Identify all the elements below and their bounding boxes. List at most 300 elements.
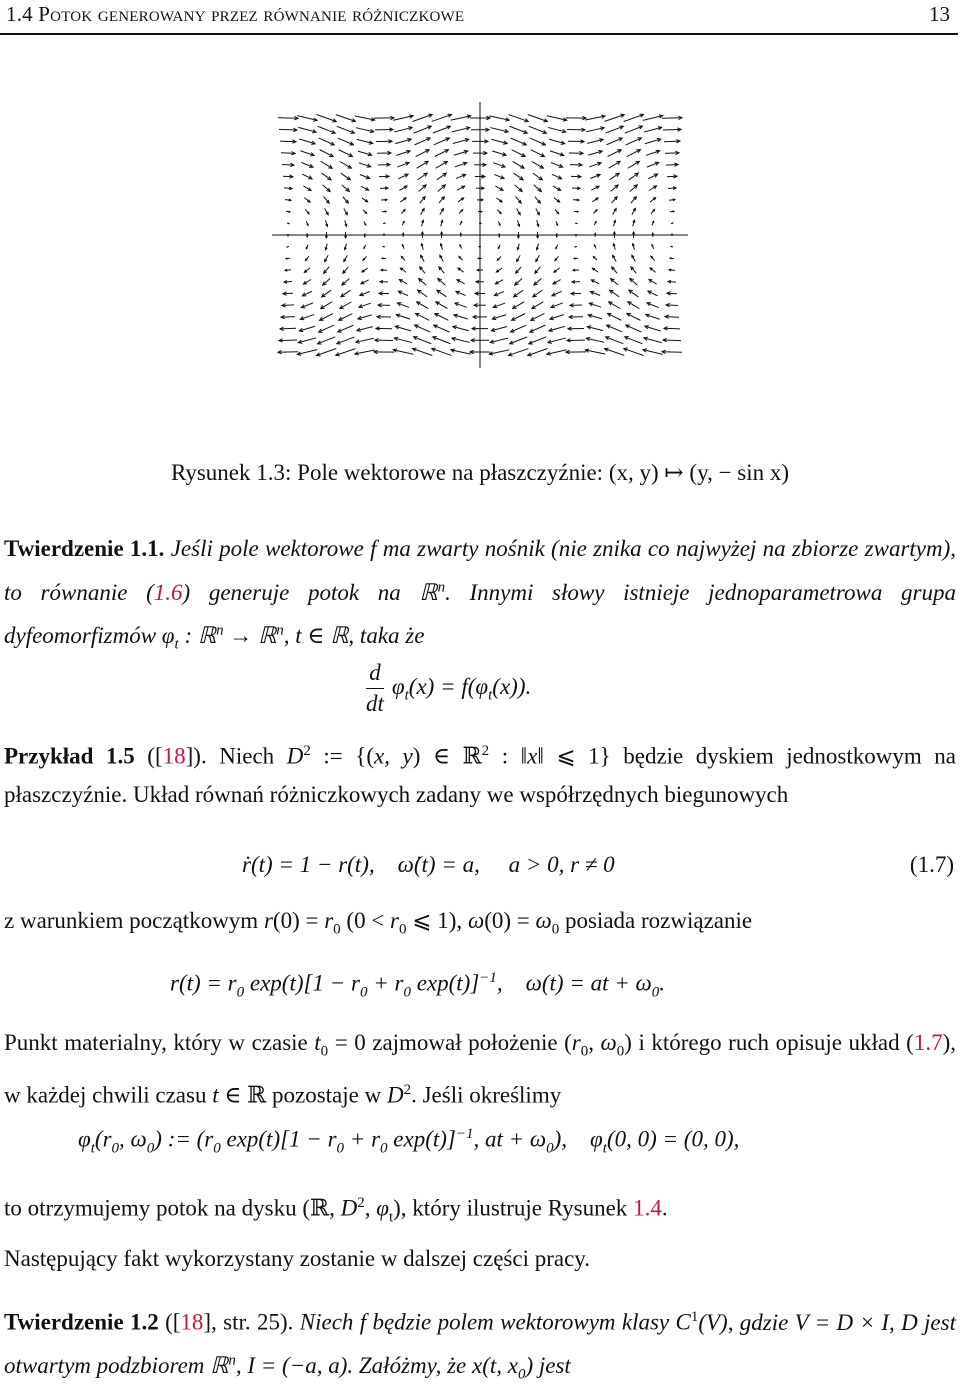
field-arrow	[492, 315, 506, 320]
field-arrow	[360, 292, 370, 296]
field-arrow	[418, 290, 428, 297]
field-arrow	[414, 126, 432, 133]
field-arrow	[515, 185, 523, 192]
field-arrow	[286, 258, 290, 259]
field-arrow	[299, 139, 315, 144]
field-arrow	[549, 139, 565, 144]
field-arrow	[323, 278, 330, 285]
field-arrow	[339, 314, 353, 321]
field-arrow	[499, 233, 500, 237]
example-label: Przykład 1.5	[4, 744, 135, 769]
field-arrow	[626, 325, 642, 332]
field-arrow	[516, 197, 522, 203]
field-arrow	[663, 128, 681, 131]
field-arrow	[572, 187, 580, 190]
field-arrow	[605, 348, 625, 355]
field-arrow	[298, 127, 316, 132]
field-arrow	[321, 161, 333, 168]
field-arrow	[652, 245, 654, 249]
field-arrow	[644, 337, 662, 342]
field-arrow	[643, 115, 663, 121]
field-arrow	[574, 258, 578, 259]
field-arrow	[434, 138, 450, 145]
field-arrow	[362, 268, 368, 272]
field-arrow	[278, 350, 298, 353]
field-arrow	[652, 221, 654, 225]
field-arrow	[403, 233, 404, 237]
field-arrow	[279, 339, 297, 342]
field-arrow	[359, 163, 371, 167]
field-arrow	[460, 221, 462, 225]
field-arrow	[279, 128, 297, 131]
field-arrow	[358, 315, 372, 320]
field-arrow	[451, 115, 471, 120]
field-arrow	[643, 349, 663, 355]
field-arrow	[322, 290, 332, 297]
field-arrow	[645, 326, 661, 331]
field-arrow	[304, 198, 310, 203]
field-arrow	[419, 278, 427, 285]
field-arrow	[630, 185, 637, 192]
field-arrow	[672, 234, 673, 236]
theorem-2-label: Twierdzenie 1.2	[4, 1310, 159, 1335]
field-arrow	[567, 128, 585, 131]
field-arrow	[664, 139, 680, 142]
field-arrow	[570, 163, 582, 166]
section-title: 1.4 Potok generowany przez równanie różniczkowe	[6, 2, 464, 27]
field-arrow	[317, 348, 337, 355]
field-arrow	[287, 246, 289, 247]
field-arrow	[320, 150, 334, 157]
field-arrow	[496, 198, 502, 202]
field-arrow	[517, 255, 521, 261]
field-arrow	[453, 326, 469, 331]
field-arrow	[320, 313, 334, 320]
field-arrow	[510, 337, 528, 344]
field-arrow	[380, 187, 388, 190]
field-arrow	[652, 233, 653, 237]
field-arrow	[548, 338, 566, 343]
field-arrow	[306, 233, 307, 237]
field-arrow	[491, 326, 507, 331]
field-arrow	[300, 315, 314, 320]
field-arrow	[356, 338, 374, 343]
field-arrow	[611, 185, 619, 191]
ref-cite-18[interactable]: 18	[163, 744, 186, 769]
field-arrow	[614, 220, 616, 226]
field-arrow	[459, 256, 463, 260]
field-arrow	[280, 140, 296, 143]
field-arrow	[433, 337, 451, 344]
field-arrow	[589, 303, 601, 307]
field-arrow	[554, 198, 560, 202]
field-arrow	[532, 302, 544, 309]
field-arrow	[529, 337, 547, 344]
field-arrow	[281, 315, 295, 318]
field-arrow	[547, 350, 567, 355]
field-arrow	[531, 313, 545, 320]
field-arrow	[668, 187, 676, 190]
field-arrow	[395, 326, 411, 331]
field-arrow	[440, 208, 444, 214]
equation-flow-definition: $\varphi_t(r_0$, $\omega_0$) := ($r_0$ $\exp(t)[1 - r_0 + r_0$ exp(t)]$^{-1}$, at + $\omega_0$), $\varphi_t(0$, 0) = (0, 0),	[78, 1126, 739, 1157]
field-arrow	[364, 222, 366, 226]
field-arrow	[394, 127, 412, 132]
field-arrow	[380, 280, 388, 283]
field-arrow	[439, 197, 445, 203]
field-arrow	[282, 304, 294, 307]
field-arrow	[457, 186, 465, 190]
field-arrow	[415, 138, 431, 145]
field-arrow	[566, 116, 586, 119]
field-arrow	[624, 348, 644, 355]
field-arrow	[553, 186, 561, 190]
field-arrow	[593, 257, 597, 261]
field-arrow	[305, 209, 309, 213]
field-arrow	[397, 303, 409, 308]
field-arrow	[650, 268, 656, 273]
material-point-paragraph: Punkt materialny, który w czasie $t_0 = 0$ zajmował położenie ($r_0$, $\omega_0$) i którego ruch opisuje układ (1.7), w każdej chwili czasu t ∈ ℝ pozostaje w $D^2$. Jeśli określimy	[4, 1024, 956, 1114]
field-arrow	[670, 211, 674, 212]
field-arrow	[513, 302, 525, 309]
field-arrow	[281, 152, 295, 155]
field-arrow	[650, 198, 656, 203]
field-arrow	[413, 348, 433, 355]
field-arrow	[575, 246, 577, 247]
field-arrow	[490, 338, 508, 343]
field-arrow	[628, 161, 640, 168]
field-arrow	[667, 175, 677, 178]
field-arrow	[339, 150, 353, 157]
vector-field-plot	[270, 100, 690, 370]
field-arrow	[478, 211, 482, 212]
field-arrow	[629, 173, 639, 180]
field-arrow	[301, 162, 313, 167]
field-arrow	[671, 246, 673, 247]
field-arrow	[359, 303, 371, 307]
field-arrow	[556, 245, 558, 249]
field-arrow	[456, 291, 466, 295]
field-arrow	[608, 150, 622, 157]
theorem-1-2: Twierdzenie 1.2 ([18], str. 25). Niech f będzie polem wektorowym klasy $C^1(V)$, gdzie V = D × I, D jest otwartym podzbiorem ℝ$^n$, I = (−a, a). Załóżmy, że x(t, $x_0$) jest	[4, 1298, 956, 1394]
field-arrow	[495, 186, 503, 190]
field-arrow	[304, 268, 310, 273]
field-arrow	[552, 291, 562, 296]
field-arrow	[566, 350, 586, 353]
field-arrow	[534, 185, 542, 192]
field-arrow	[421, 255, 425, 261]
field-arrow	[631, 267, 636, 274]
field-arrow	[297, 350, 317, 356]
field-arrow	[644, 127, 662, 132]
field-arrow	[497, 256, 501, 260]
field-arrow	[402, 245, 404, 249]
field-arrow	[383, 246, 385, 247]
field-arrow	[533, 173, 543, 180]
field-arrow	[666, 163, 678, 166]
field-arrow	[666, 303, 678, 306]
field-arrow	[364, 245, 366, 249]
field-arrow	[455, 162, 467, 167]
field-arrow	[456, 174, 466, 178]
field-arrow	[633, 220, 635, 226]
field-arrow	[382, 211, 386, 212]
field-arrow	[576, 234, 577, 236]
field-arrow	[326, 220, 328, 226]
field-arrow	[535, 267, 540, 273]
field-arrow	[419, 185, 427, 192]
field-arrow	[374, 350, 394, 353]
field-arrow	[460, 233, 461, 237]
field-arrow	[496, 268, 502, 272]
field-arrow	[512, 314, 526, 321]
field-arrow	[433, 126, 451, 133]
field-arrow	[363, 210, 367, 214]
field-arrow	[325, 208, 329, 214]
field-arrow	[568, 140, 584, 143]
field-arrow	[613, 255, 617, 261]
field-arrow	[647, 162, 659, 167]
field-arrow	[669, 269, 675, 271]
field-arrow	[610, 290, 620, 297]
field-arrow	[400, 268, 406, 272]
ref-figure-1-4[interactable]: 1.4	[633, 1196, 662, 1221]
field-arrow	[343, 267, 349, 273]
field-arrow	[651, 209, 655, 213]
field-arrow	[530, 138, 546, 145]
field-arrow	[632, 208, 636, 214]
field-arrow	[336, 349, 356, 356]
field-arrow	[514, 290, 524, 297]
equation-flow-derivative: $\frac{d}{dt}$ $\varphi_t(x) = f(\varphi_t(x))$.	[366, 660, 531, 717]
field-arrow	[440, 255, 444, 261]
field-arrow	[511, 138, 527, 145]
running-header	[6, 2, 950, 32]
field-arrow	[625, 336, 643, 343]
field-arrow	[574, 211, 578, 212]
field-arrow	[662, 350, 682, 353]
field-arrow	[627, 150, 641, 157]
field-arrow	[393, 349, 413, 354]
field-arrow	[325, 244, 327, 250]
field-arrow	[344, 209, 348, 215]
field-arrow	[393, 115, 413, 120]
field-arrow	[399, 186, 407, 190]
field-arrow	[355, 116, 375, 121]
field-arrow	[548, 127, 566, 132]
field-arrow	[337, 126, 355, 133]
field-arrow	[515, 279, 523, 286]
field-arrow	[458, 198, 464, 202]
field-arrow	[517, 208, 521, 214]
field-arrow	[624, 114, 644, 121]
field-arrow	[355, 350, 375, 355]
field-arrow	[417, 302, 429, 309]
field-arrow	[338, 325, 354, 332]
field-arrow	[381, 199, 387, 201]
field-arrow	[417, 161, 429, 168]
field-arrow	[648, 174, 658, 179]
field-arrow	[306, 245, 308, 249]
field-arrow	[416, 313, 430, 320]
field-arrow	[413, 114, 433, 121]
field-arrow	[377, 315, 391, 318]
field-arrow	[646, 314, 660, 319]
field-arrow	[516, 267, 522, 273]
fact-text: Następujący fakt wykorzystany zostanie w dalszej części pracy.	[4, 1246, 590, 1271]
field-arrow	[586, 337, 604, 342]
field-arrow	[343, 197, 349, 203]
field-arrow	[398, 291, 408, 296]
equation-polar-system: ṙ(t) = 1 − r(t), ω̇(t) = a, a > 0, r ≠ 0	[242, 852, 615, 878]
field-arrow	[572, 280, 580, 283]
field-arrow	[341, 173, 351, 180]
field-arrow	[625, 126, 643, 133]
field-arrow	[575, 223, 577, 224]
field-arrow	[590, 291, 600, 295]
field-arrow	[401, 256, 405, 260]
field-arrow	[438, 279, 446, 286]
field-arrow	[536, 244, 538, 250]
field-arrow	[383, 223, 385, 224]
field-arrow	[398, 174, 408, 179]
field-arrow	[493, 163, 505, 168]
field-arrow	[670, 258, 674, 259]
field-arrow	[303, 279, 311, 284]
field-arrow	[489, 350, 509, 355]
field-arrow	[421, 208, 425, 214]
field-arrow	[626, 138, 642, 145]
field-arrow	[631, 197, 636, 204]
equation-solution: $r(t) = r_0$ $\exp(t)[1 - r_0 + r_0$ exp(t)]$^{-1}$, ω(t) = at + $\omega_0$.	[170, 970, 665, 1001]
field-arrow	[363, 257, 367, 261]
field-arrow	[283, 175, 293, 178]
field-arrow	[514, 173, 524, 180]
field-arrow	[284, 280, 292, 283]
field-arrow	[587, 139, 603, 144]
ref-eq-1-7[interactable]: 1.7	[914, 1030, 943, 1055]
field-arrow	[587, 326, 603, 331]
field-arrow	[358, 151, 372, 156]
field-arrow	[510, 126, 528, 133]
field-arrow	[278, 116, 298, 119]
field-arrow	[454, 314, 468, 319]
figure-caption	[0, 460, 960, 486]
field-arrow	[556, 233, 557, 237]
field-arrow	[437, 290, 447, 297]
field-arrow	[595, 233, 596, 236]
field-arrow	[362, 198, 368, 202]
field-arrow	[435, 150, 449, 157]
field-arrow	[536, 208, 540, 214]
field-arrow	[458, 268, 464, 272]
field-arrow	[454, 150, 468, 155]
field-arrow	[342, 279, 350, 285]
field-arrow	[531, 150, 545, 157]
field-arrow	[451, 349, 471, 354]
field-arrow	[287, 223, 289, 224]
field-arrow	[345, 220, 347, 226]
field-arrow	[441, 220, 443, 226]
field-arrow	[632, 255, 636, 261]
field-arrow	[588, 314, 602, 319]
field-arrow	[438, 185, 446, 192]
field-arrow	[529, 126, 547, 133]
field-arrow	[301, 303, 313, 308]
field-arrow	[498, 245, 500, 249]
ref-eq-1-6[interactable]: 1.6	[154, 580, 183, 605]
field-arrow	[364, 233, 365, 236]
field-arrow	[379, 175, 389, 178]
field-arrow	[374, 116, 394, 119]
field-arrow	[594, 245, 596, 249]
fact-sentence	[4, 1240, 956, 1278]
field-arrow	[319, 325, 335, 332]
field-arrow	[613, 209, 617, 215]
field-arrow	[325, 255, 329, 261]
field-arrow	[432, 114, 452, 121]
field-arrow	[651, 256, 655, 260]
field-arrow	[627, 313, 641, 320]
field-arrow	[498, 221, 500, 225]
field-arrow	[439, 267, 445, 273]
field-arrow	[494, 291, 504, 295]
field-arrow	[376, 140, 392, 143]
field-arrow	[589, 162, 601, 166]
field-arrow	[394, 337, 412, 342]
field-arrow	[282, 163, 294, 166]
field-arrow	[416, 150, 430, 157]
field-arrow	[305, 256, 309, 260]
field-arrow	[357, 139, 373, 144]
field-arrow	[497, 210, 501, 214]
field-arrow	[421, 244, 423, 250]
field-arrow	[396, 150, 410, 155]
field-arrow	[452, 127, 470, 132]
field-arrow	[285, 269, 291, 271]
field-arrow	[547, 116, 567, 121]
field-arrow	[511, 325, 527, 332]
field-arrow	[494, 174, 504, 178]
field-arrow	[663, 338, 681, 341]
field-arrow	[379, 292, 389, 295]
field-arrow	[594, 222, 596, 226]
field-arrow	[632, 244, 634, 250]
ref-cite-18b[interactable]: 18	[180, 1310, 203, 1335]
field-arrow	[340, 302, 352, 309]
field-arrow	[478, 258, 482, 259]
field-arrow	[669, 199, 675, 201]
field-arrow	[593, 210, 597, 214]
field-arrow	[399, 280, 407, 284]
field-arrow	[434, 325, 450, 332]
field-arrow	[585, 349, 605, 354]
field-arrow	[284, 187, 292, 190]
field-arrow	[285, 199, 291, 201]
field-arrow	[607, 138, 623, 145]
field-arrow	[535, 197, 540, 203]
field-arrow	[610, 173, 620, 180]
field-arrow	[532, 161, 544, 168]
field-arrow	[552, 174, 562, 179]
field-arrow	[667, 292, 677, 295]
field-arrow	[549, 326, 565, 331]
field-arrow	[591, 186, 599, 190]
field-arrow	[567, 339, 585, 342]
field-arrow	[609, 302, 621, 309]
field-arrow	[420, 197, 425, 203]
field-arrow	[649, 279, 657, 284]
